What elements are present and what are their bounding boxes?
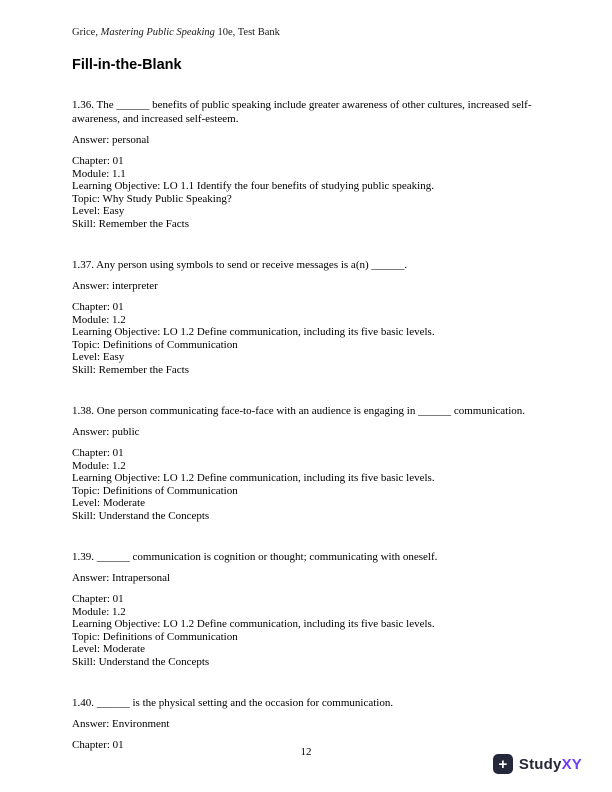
question-text: 1.38. One person communicating face-to-face with an audience is engaging in ______ communication.	[72, 405, 525, 417]
module-line: Module: 1.2	[72, 459, 126, 472]
module-line: Module: 1.2	[72, 605, 126, 618]
chapter-line: Chapter: 01	[72, 155, 124, 167]
page-number: 12	[300, 746, 312, 758]
section-title: Fill-in-the-Blank	[72, 57, 182, 73]
skill-line: Skill: Understand the Concepts	[72, 655, 210, 668]
topic-line: Topic: Definitions of Communication	[72, 484, 238, 497]
logo-text	[519, 756, 582, 773]
objective-line: Learning Objective: LO 1.2 Define communication, including its five basic levels.	[72, 618, 435, 630]
question-metadata	[72, 301, 540, 376]
module-line: Module: 1.2	[72, 313, 126, 326]
question-text: 1.39. ______ communication is cognition or thought; communicating with oneself.	[72, 551, 438, 563]
chapter-line: Chapter: 01	[72, 447, 124, 459]
logo-text-xy: XY	[561, 755, 582, 773]
skill-line: Skill: Remember the Facts	[72, 363, 190, 376]
answer-line: Answer: personal	[72, 134, 150, 146]
question-text: 1.40. ______ is the physical setting and the occasion for communication.	[72, 697, 394, 709]
question-block	[72, 404, 540, 522]
chapter-line: Chapter: 01	[72, 301, 124, 313]
skill-line: Skill: Remember the Facts	[72, 217, 190, 230]
question-block	[72, 258, 540, 376]
header-suffix: 10e, Test Bank	[214, 27, 280, 38]
header-book-title: Mastering Public Speaking	[100, 27, 215, 38]
question-text: 1.37. Any person using symbols to send or receive messages is a(n) ______.	[72, 259, 408, 271]
answer-line: Answer: Environment	[72, 718, 170, 730]
answer-line: Answer: Intrapersonal	[72, 572, 171, 584]
plus-icon: +	[493, 754, 513, 774]
level-line: Level: Easy	[72, 351, 125, 363]
answer-line: Answer: interpreter	[72, 280, 158, 292]
running-header	[72, 26, 540, 39]
question-metadata	[72, 593, 540, 668]
question-metadata	[72, 155, 540, 230]
topic-line: Topic: Definitions of Communication	[72, 630, 238, 643]
studyxy-logo	[493, 754, 582, 774]
question-text: 1.36. The ______ benefits of public speaking include greater awareness of other cultures, increased self-awareness, and increased self-esteem.	[72, 99, 532, 125]
objective-line: Learning Objective: LO 1.1 Identify the four benefits of studying public speaking.	[72, 180, 434, 192]
logo-text-study: Study	[518, 755, 562, 773]
question-block	[72, 696, 540, 752]
level-line: Level: Easy	[72, 205, 125, 217]
level-line: Level: Moderate	[72, 497, 145, 509]
objective-line: Learning Objective: LO 1.2 Define communication, including its five basic levels.	[72, 326, 435, 338]
topic-line: Topic: Why Study Public Speaking?	[72, 192, 232, 205]
answer-line: Answer: public	[72, 426, 140, 438]
question-block	[72, 550, 540, 668]
module-line: Module: 1.1	[72, 167, 126, 180]
chapter-line: Chapter: 01	[72, 739, 124, 751]
objective-line: Learning Objective: LO 1.2 Define communication, including its five basic levels.	[72, 472, 435, 484]
question-block	[72, 98, 540, 230]
header-prefix: Grice,	[72, 27, 101, 38]
question-metadata	[72, 447, 540, 522]
skill-line: Skill: Understand the Concepts	[72, 509, 210, 522]
level-line: Level: Moderate	[72, 643, 145, 655]
topic-line: Topic: Definitions of Communication	[72, 338, 238, 351]
chapter-line: Chapter: 01	[72, 593, 124, 605]
